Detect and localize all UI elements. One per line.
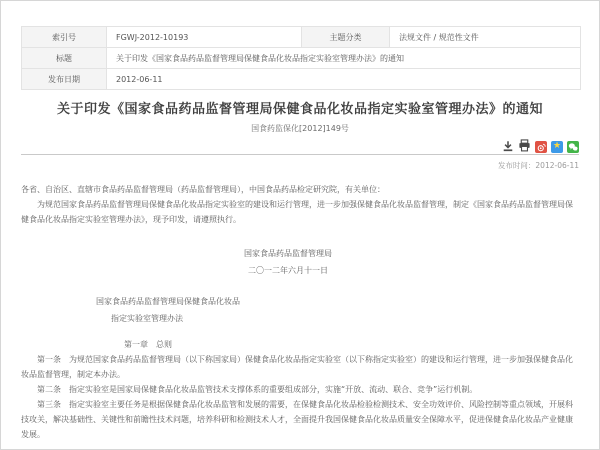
signer-name: 国家食品药品监督管理局: [244, 249, 332, 258]
info-row-index-category: [22, 27, 581, 48]
document-body: [21, 182, 579, 442]
chapter-heading: 第一章 总则: [124, 340, 172, 349]
publish-time-label: 发布时间：: [497, 161, 536, 170]
document-number: 国食药监保化[2012]149号: [251, 124, 349, 133]
info-row-title: [22, 48, 581, 69]
signature-date: 二〇一二年六月十一日: [248, 266, 328, 275]
intro-paragraph: 为规范国家食品药品监督管理局保健食品化妆品指定实验室的建设和运行管理，进一步加强保健食品化妆品监督管理，制定《国家食品药品监督管理局保健食品化妆品指定实验室管理办法》，现予印发，请遵照执行。: [21, 200, 573, 224]
title-value: 关于印发《国家食品药品监督管理局保健食品化妆品指定实验室管理办法》的通知: [107, 48, 581, 69]
header-divider: [21, 154, 579, 155]
index-number-label: 索引号: [22, 27, 107, 48]
subject-category-label: 主题分类: [302, 27, 390, 48]
index-number-value: FGWJ-2012-10193: [107, 27, 302, 48]
wechat-share-button[interactable]: [567, 141, 579, 153]
download-icon: [502, 137, 514, 156]
document-toolbar: [21, 140, 579, 153]
document-info-table: [21, 26, 581, 90]
weibo-share-icon: [537, 137, 546, 156]
attachment-title-line1: 国家食品药品监督管理局保健食品化妆品: [96, 297, 240, 306]
publish-date-label: 发布日期: [22, 69, 107, 90]
qzone-star-icon: ★: [552, 141, 562, 151]
signature-block: [21, 245, 555, 279]
wechat-share-icon: [568, 137, 578, 156]
print-icon: [518, 137, 531, 156]
download-button[interactable]: [501, 140, 514, 153]
article-paragraph-2: 第二条 指定实验室是国家局保健食品化妆品监管技术支撑体系的重要组成部分，实施“开放、流动、联合、竞争”运行机制。: [37, 385, 478, 394]
salutation-paragraph: 各省、自治区、直辖市食品药品监督管理局（药品监督管理局），中国食品药品检定研究院，有关单位：: [21, 185, 385, 194]
article-paragraph-3: 第三条 指定实验室主要任务是根据保健食品化妆品监管和发展的需要，在保健食品化妆品检验检测技术、安全功效评价、风险控制等重点领域，开展科技攻关，解决基础性、关键性和前瞻性技术问题，培养科研和检测技术人才，全面提升我国保健食品化妆品质量安全保障水平，促进保健食品化妆品产业健康发展。: [21, 400, 573, 439]
page-title: 关于印发《国家食品药品监督管理局保健食品化妆品指定实验室管理办法》的通知: [56, 102, 543, 117]
attachment-title: [21, 293, 579, 327]
publish-time-line: [21, 160, 579, 171]
qzone-share-button[interactable]: [551, 141, 563, 153]
article-paragraph-1: 第一条 为规范国家食品药品监督管理局（以下称国家局）保健食品化妆品指定实验室（以下称指定实验室）的建设和运行管理，进一步加强保健食品化妆品监督管理，制定本办法。: [21, 355, 573, 379]
attachment-title-line2: 指定实验室管理办法: [111, 314, 183, 323]
publish-date-value: 2012-06-11: [107, 69, 581, 90]
print-button[interactable]: [518, 140, 531, 153]
info-row-pubdate: [22, 69, 581, 90]
publish-time-value: 2012-06-11: [535, 161, 579, 170]
title-label: 标题: [22, 48, 107, 69]
weibo-share-button[interactable]: [535, 141, 547, 153]
content-area: [1, 26, 599, 442]
subject-category-value: 法规文件 / 规范性文件: [390, 27, 581, 48]
